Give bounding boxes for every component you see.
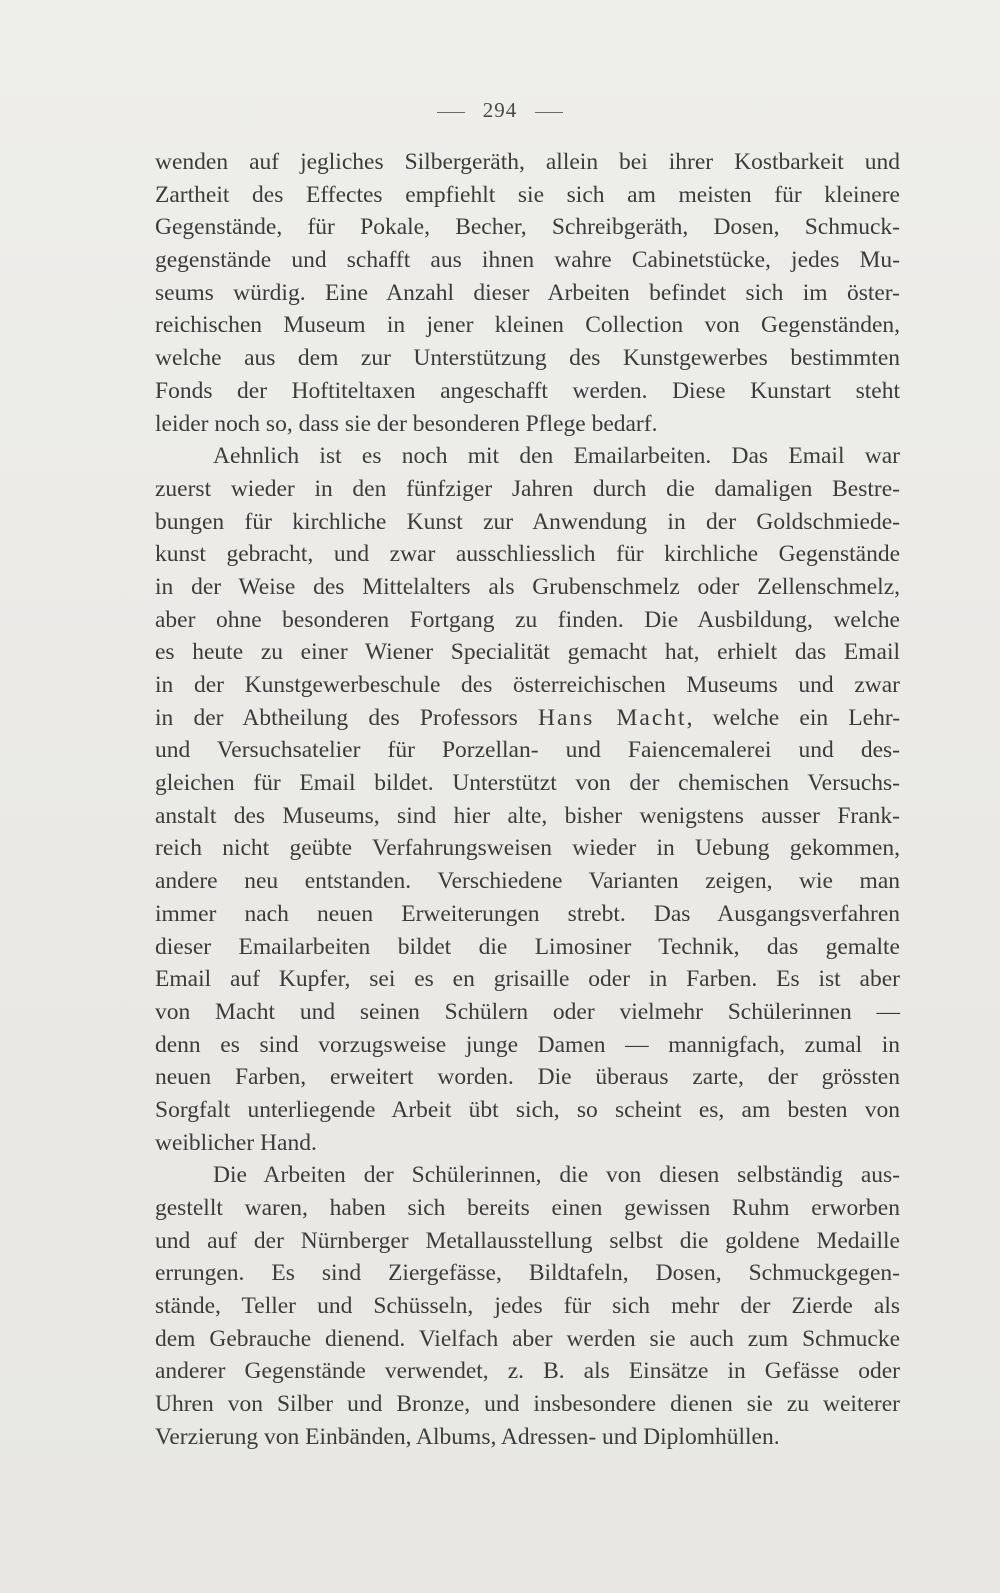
text-line: es heute zu einer Wiener Specialität gemacht hat, erhielt das Email: [155, 639, 900, 666]
text-line: denn es sind vorzugsweise junge Damen — mannigfach, zumal in: [155, 1031, 900, 1058]
text-line: welche aus dem zur Unterstützung des Kunstgewerbes bestimmten: [155, 345, 900, 372]
text-line: reichischen Museum in jener kleinen Collection von Gegenständen,: [155, 312, 900, 339]
text-line: Verzierung von Einbänden, Albums, Adressen- und Diplomhüllen.: [155, 1423, 780, 1450]
text-line: gleichen für Email bildet. Unterstützt von der chemischen Versuchs-: [155, 770, 900, 797]
page-number-value: 294: [482, 98, 518, 122]
text-line: Gegenstände, für Pokale, Becher, Schreibgeräth, Dosen, Schmuck-: [155, 214, 900, 241]
text-line: in der Kunstgewerbeschule des österreichischen Museums und zwar: [155, 672, 900, 698]
text-line: leider noch so, dass sie der besonderen Pflege bedarf.: [155, 410, 658, 437]
text-line: dem Gebrauche dienend. Vielfach aber werden sie auch zum Schmucke: [155, 1325, 900, 1352]
text-line: gestellt waren, haben sich bereits einen gewissen Ruhm erworben: [155, 1195, 900, 1221]
person-name: Hans Macht: [538, 704, 687, 731]
text-line: Fonds der Hoftiteltaxen angeschafft werden. Diese Kunstart steht: [155, 377, 900, 404]
text-line: gegenstände und schafft aus ihnen wahre Cabinetstücke, jedes Mu-: [155, 247, 900, 274]
text-line: Sorgfalt unterliegende Arbeit übt sich, so scheint es, am besten von: [155, 1096, 900, 1123]
text-line: Email auf Kupfer, sei es en grisaille oder in Farben. Es ist aber: [155, 966, 900, 993]
text-line: immer nach neuen Erweiterungen strebt. Das Ausgangsverfahren: [155, 900, 900, 927]
text-line: dieser Emailarbeiten bildet die Limosiner Technik, das gemalte: [155, 933, 900, 960]
text-line: [155, 702, 900, 735]
text-line: in der Weise des Mittelalters als Grubenschmelz oder Zellenschmelz,: [155, 573, 900, 600]
text-line: Aehnlich ist es noch mit den Emailarbeiten. Das Email war: [213, 443, 900, 470]
text-line: Die Arbeiten der Schülerinnen, die von diesen selbständig aus-: [213, 1162, 900, 1189]
text-line: bungen für kirchliche Kunst zur Anwendung in der Goldschmiede-: [155, 508, 900, 535]
text-line: andere neu entstanden. Verschiedene Varianten zeigen, wie man: [155, 868, 900, 895]
text-line: aber ohne besonderen Fortgang zu finden. Die Ausbildung, welche: [155, 606, 900, 633]
text-line: errungen. Es sind Ziergefässe, Bildtafeln, Dosen, Schmuckgegen-: [155, 1260, 900, 1287]
text-line: Zartheit des Effectes empfiehlt sie sich am meisten für kleinere: [155, 181, 900, 208]
text-line: und Versuchsatelier für Porzellan- und Faiencemalerei und des-: [155, 737, 900, 764]
text-line: zuerst wieder in den fünfziger Jahren durch die damaligen Bestre-: [155, 475, 900, 502]
text-line: Uhren von Silber und Bronze, und insbesondere dienen sie zu weiterer: [155, 1391, 900, 1418]
text-line: neuen Farben, erweitert worden. Die überaus zarte, der grössten: [155, 1064, 900, 1091]
text-line: stände, Teller und Schüsseln, jedes für sich mehr der Zierde als: [155, 1293, 900, 1320]
text-line-part: , welche ein Lehr-: [686, 704, 901, 731]
page-number-dash-right: [535, 112, 563, 113]
page-number-dash-left: [437, 112, 465, 113]
body-text: [155, 146, 900, 1454]
text-line: reich nicht geübte Verfahrungsweisen wieder in Uebung gekommen,: [155, 835, 900, 862]
text-line: kunst gebracht, und zwar ausschliesslich für kirchliche Gegenstände: [155, 541, 900, 568]
text-line: von Macht und seinen Schülern oder vielmehr Schülerinnen —: [155, 998, 900, 1025]
text-line: und auf der Nürnberger Metallausstellung selbst die goldene Medaille: [155, 1227, 900, 1254]
text-line: seums würdig. Eine Anzahl dieser Arbeiten befindet sich im öster-: [155, 279, 900, 306]
text-line: anstalt des Museums, sind hier alte, bisher wenigstens ausser Frank-: [155, 802, 900, 829]
page-number: [0, 98, 1000, 123]
text-line: wenden auf jegliches Silbergeräth, allein bei ihrer Kostbarkeit und: [155, 149, 900, 175]
text-line: anderer Gegenstände verwendet, z. B. als Einsätze in Gefässe oder: [155, 1358, 900, 1385]
text-line: weiblicher Hand.: [155, 1129, 317, 1156]
text-line-part: in der Abtheilung des Professors: [155, 704, 518, 731]
